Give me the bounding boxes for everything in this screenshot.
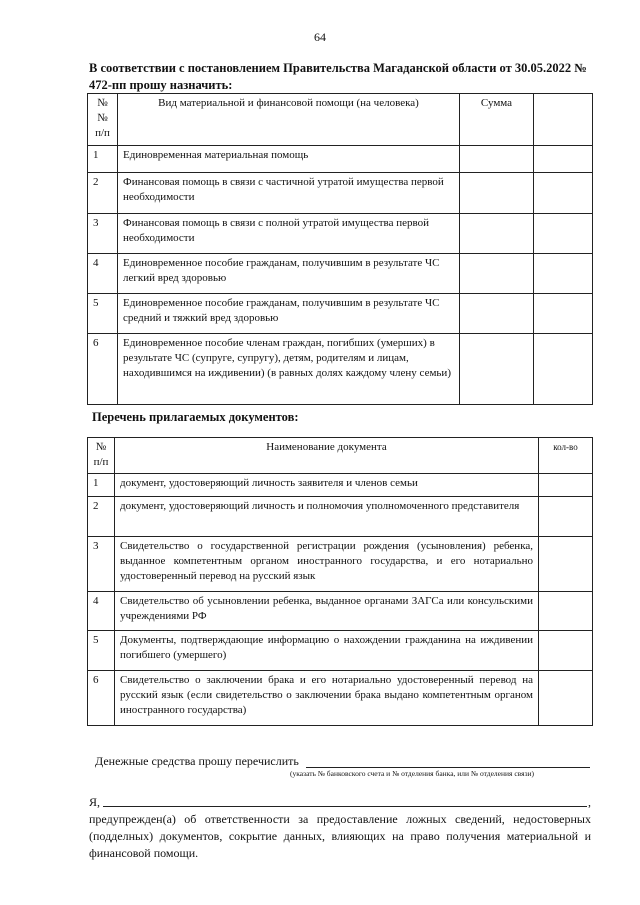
row-num: 1 [88,146,118,173]
docs-title: Перечень прилагаемых документов: [92,410,299,424]
header-empty [534,94,593,146]
header-aid-type: Вид материальной и финансовой помощи (на человека) [118,94,460,146]
count-cell[interactable] [539,537,593,592]
docs-table [87,437,593,726]
bank-label: Денежные средства прошу перечислить [95,754,299,768]
row-text: Свидетельство о заключении брака и его нотариально удостоверенный перевод на русский язык (если свидетельство о заключении брака выдано компетентным органом иностранного государства) [115,671,539,726]
row-num: 5 [88,631,115,671]
extra-cell[interactable] [534,334,593,405]
bank-hint: (указать № банковского счета и № отделения банка, или № отделения связи) [290,769,535,778]
header-doc-name: Наименование документа [115,438,539,474]
count-cell[interactable] [539,474,593,497]
row-text: Единовременное пособие гражданам, получившим в результате ЧС легкий вред здоровью [118,254,460,294]
ya-label: Я, [89,795,101,809]
header-num: №№ п/п [88,94,118,146]
table-row [88,173,593,214]
row-text: документ, удостоверяющий личность заявителя и членов семьи [115,474,539,497]
table-row [88,214,593,254]
extra-cell[interactable] [534,294,593,334]
row-num: 6 [88,671,115,726]
row-text: Единовременное пособие гражданам, получившим в результате ЧС средний и тяжкий вред здоровью [118,294,460,334]
row-num: 1 [88,474,115,497]
extra-cell[interactable] [534,254,593,294]
header-sum: Сумма [460,94,534,146]
sum-cell[interactable] [460,254,534,294]
sum-cell[interactable] [460,214,534,254]
row-num: 4 [88,592,115,631]
row-text: Свидетельство об усыновлении ребенка, выданное органами ЗАГСа или консульскими учреждениями РФ [115,592,539,631]
row-text: Единовременная материальная помощь [118,146,460,173]
count-cell[interactable] [539,631,593,671]
table-row [88,671,593,726]
extra-cell[interactable] [534,173,593,214]
row-text: Свидетельство о государственной регистрации рождения (усыновления) ребенка, выданное компетентным органом иностранного государства, и его нотариально удостоверенный перевод на русский язык [115,537,539,592]
sum-cell[interactable] [460,146,534,173]
row-num: 4 [88,254,118,294]
table-row [88,631,593,671]
row-num: 2 [88,497,115,537]
row-num: 2 [88,173,118,214]
row-text: документ, удостоверяющий личность и полномочия уполномоченного представителя [115,497,539,537]
table-row [88,592,593,631]
table-row [88,334,593,405]
row-num: 6 [88,334,118,405]
header-count: кол-во [539,438,593,474]
row-num: 3 [88,537,115,592]
count-cell[interactable] [539,497,593,537]
table-row [88,146,593,173]
count-cell[interactable] [539,671,593,726]
sum-cell[interactable] [460,294,534,334]
table-row [88,474,593,497]
extra-cell[interactable] [534,214,593,254]
table-row [88,497,593,537]
bank-account-field[interactable] [306,767,590,768]
row-text: Финансовая помощь в связи с полной утратой имущества первой необходимости [118,214,460,254]
sum-cell[interactable] [460,334,534,405]
row-num: 5 [88,294,118,334]
header-num: № п/п [88,438,115,474]
row-num: 3 [88,214,118,254]
row-text: Единовременное пособие членам граждан, погибших (умерших) в результате ЧС (супруге, супругу), детям, родителям и лицам, находившимся на иждивении) (в равных долях каждому члену семьи) [118,334,460,405]
table-row [88,294,593,334]
warning-text: предупрежден(а) об ответственности за предоставление ложных сведений, недостоверных (подделных) документов, сокрытие данных, влияющих на право получения материальной и финансовой помощи. [89,812,591,860]
page-number: 64 [314,30,326,44]
ya-comma: , [588,795,591,809]
table-row [88,254,593,294]
extra-cell[interactable] [534,146,593,173]
row-text: Документы, подтверждающие информацию о нахождении гражданина на иждивении погибшего (умершего) [115,631,539,671]
table-row [88,537,593,592]
aid-table [87,93,593,405]
heading: В соответствии с постановлением Правительства Магаданской области от 30.05.2022 № 472-пп прошу назначить: [89,61,587,92]
applicant-name-field[interactable] [103,806,587,807]
sum-cell[interactable] [460,173,534,214]
count-cell[interactable] [539,592,593,631]
row-text: Финансовая помощь в связи с частичной утратой имущества первой необходимости [118,173,460,214]
